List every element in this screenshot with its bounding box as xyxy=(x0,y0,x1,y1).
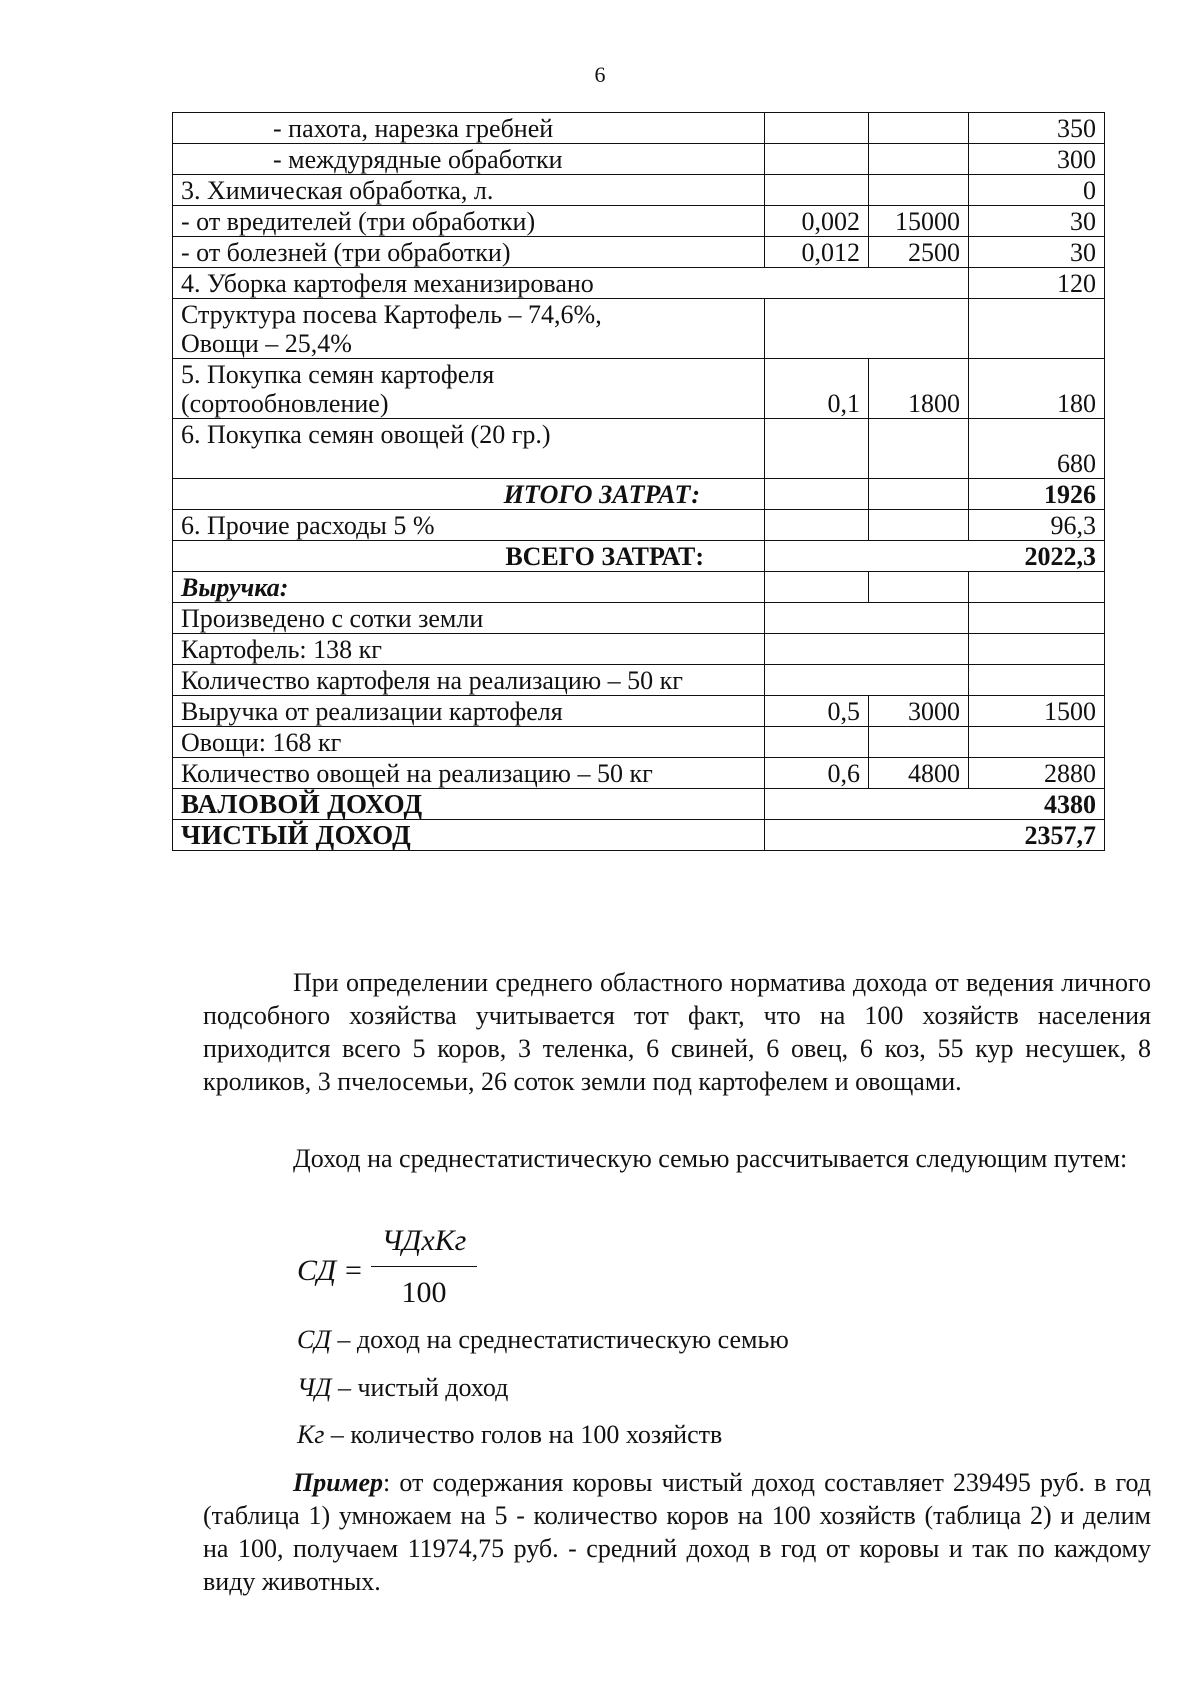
definition-symbol: СД xyxy=(297,1325,331,1354)
row-label: - пахота, нарезка гребней xyxy=(173,113,765,144)
row-label: ВАЛОВОЙ ДОХОД xyxy=(173,789,765,820)
price-cell xyxy=(869,113,969,144)
table-row xyxy=(173,572,1105,603)
rate-cell xyxy=(765,299,969,359)
fraction-bar xyxy=(371,1266,477,1267)
table-row xyxy=(173,820,1105,851)
rate-cell xyxy=(765,479,869,510)
amount-cell xyxy=(969,299,1105,359)
rate-cell: 0,002 xyxy=(765,206,869,237)
amount-cell: 350 xyxy=(969,113,1105,144)
amount-cell xyxy=(969,727,1105,758)
amount-cell: 0 xyxy=(969,175,1105,206)
definition-item xyxy=(297,1325,789,1355)
table-row xyxy=(173,696,1105,727)
paragraph-text: Доход на среднестатистическую семью рассчитывается следующим путем: xyxy=(293,1144,1128,1173)
table-row xyxy=(173,727,1105,758)
amount-cell xyxy=(969,603,1105,634)
definition-text: – доход на среднестатистическую семью xyxy=(330,1325,789,1354)
rate-cell xyxy=(765,419,869,479)
table-row xyxy=(173,758,1105,789)
amount-cell: 1926 xyxy=(969,479,1105,510)
table-row xyxy=(173,634,1105,665)
rate-cell xyxy=(765,510,869,541)
amount-cell xyxy=(969,572,1105,603)
row-label: Структура посева Картофель – 74,6%, Овощи – 25,4% xyxy=(173,299,765,359)
definition-symbol: ЧД xyxy=(297,1373,332,1402)
price-cell xyxy=(869,572,969,603)
table-row xyxy=(173,144,1105,175)
rate-cell xyxy=(765,144,869,175)
row-label: 3. Химическая обработка, л. xyxy=(173,175,765,206)
table-row xyxy=(173,419,1105,479)
rate-cell: 0,012 xyxy=(765,237,869,268)
amount-cell: 680 xyxy=(969,419,1105,479)
row-label: Картофель: 138 кг xyxy=(173,634,765,665)
rate-cell xyxy=(765,603,969,634)
table-row xyxy=(173,268,1105,299)
row-label: Выручка: xyxy=(173,572,765,603)
example-paragraph xyxy=(203,1466,1151,1598)
price-cell xyxy=(869,727,969,758)
table-row xyxy=(173,175,1105,206)
row-label: Овощи: 168 кг xyxy=(173,727,765,758)
income-norm-paragraph xyxy=(203,966,1151,1098)
formula-equals: = xyxy=(345,1254,362,1287)
amount-cell: 1500 xyxy=(969,696,1105,727)
row-label: Выручка от реализации картофеля xyxy=(173,696,765,727)
amount-cell: 30 xyxy=(969,206,1105,237)
amount-cell: 30 xyxy=(969,237,1105,268)
row-label: - междурядные обработки xyxy=(173,144,765,175)
price-cell: 15000 xyxy=(869,206,969,237)
row-label: - от вредителей (три обработки) xyxy=(173,206,765,237)
formula-lhs: СД xyxy=(297,1254,337,1287)
amount-cell: 2022,3 xyxy=(765,541,1105,572)
amount-cell: 300 xyxy=(969,144,1105,175)
rate-cell xyxy=(765,113,869,144)
price-cell: 2500 xyxy=(869,237,969,268)
amount-cell xyxy=(969,665,1105,696)
table-row xyxy=(173,541,1105,572)
table-row xyxy=(173,603,1105,634)
amount-cell: 2357,7 xyxy=(765,820,1105,851)
table-row xyxy=(173,359,1105,419)
table-row xyxy=(173,510,1105,541)
formula-numerator: ЧДхКг xyxy=(381,1224,467,1257)
example-text: : от содержания коровы чистый доход составляет 239495 руб. в год (таблица 1) умножаем на 5 - количество коров на 100 хозяйств (таблица 2) и делим на 100, получаем 11974,75 руб. - средний доход в год от коровы и так по каждому виду животных. xyxy=(203,1468,1151,1596)
table-row xyxy=(173,479,1105,510)
amount-cell xyxy=(969,634,1105,665)
definition-text: – чистый доход xyxy=(331,1373,509,1402)
table-row xyxy=(173,789,1105,820)
amount-cell: 2880 xyxy=(969,758,1105,789)
price-cell: 3000 xyxy=(869,696,969,727)
definition-item xyxy=(297,1373,508,1403)
table-row xyxy=(173,665,1105,696)
rate-cell xyxy=(765,665,969,696)
price-cell xyxy=(869,510,969,541)
example-label: Пример xyxy=(293,1468,384,1497)
amount-cell: 180 xyxy=(969,359,1105,419)
rate-cell: 0,5 xyxy=(765,696,869,727)
table-row xyxy=(173,299,1105,359)
row-label: 5. Покупка семян картофеля (сортообновление) xyxy=(173,359,765,419)
price-cell: 4800 xyxy=(869,758,969,789)
price-cell xyxy=(869,419,969,479)
row-label: Количество картофеля на реализацию – 50 кг xyxy=(173,665,765,696)
price-cell: 1800 xyxy=(869,359,969,419)
row-label: 6. Покупка семян овощей (20 гр.) xyxy=(173,419,765,479)
row-label: 6. Прочие расходы 5 % xyxy=(173,510,765,541)
definition-text: – количество голов на 100 хозяйств xyxy=(324,1420,723,1449)
price-cell xyxy=(869,144,969,175)
amount-cell: 4380 xyxy=(765,789,1105,820)
page-number: 6 xyxy=(594,62,606,87)
table-row xyxy=(173,113,1105,144)
table-row xyxy=(173,237,1105,268)
amount-cell: 120 xyxy=(969,268,1105,299)
row-label: ВСЕГО ЗАТРАТ: xyxy=(173,541,765,572)
row-label: - от болезней (три обработки) xyxy=(173,237,765,268)
row-label: Количество овощей на реализацию – 50 кг xyxy=(173,758,765,789)
rate-cell xyxy=(765,572,869,603)
row-label: 4. Уборка картофеля механизировано xyxy=(173,268,969,299)
definition-item xyxy=(297,1420,722,1450)
calculation-paragraph xyxy=(203,1142,1151,1175)
rate-cell: 0,6 xyxy=(765,758,869,789)
row-label: ИТОГО ЗАТРАТ: xyxy=(173,479,765,510)
formula-denominator: 100 xyxy=(401,1276,447,1309)
price-cell xyxy=(869,479,969,510)
amount-cell: 96,3 xyxy=(969,510,1105,541)
definition-symbol: Кг xyxy=(297,1420,325,1449)
row-label: ЧИСТЫЙ ДОХОД xyxy=(173,820,765,851)
rate-cell xyxy=(765,175,869,206)
table-row xyxy=(173,206,1105,237)
paragraph-text: При определении среднего областного норматива дохода от ведения личного подсобного хозяйства учитывается тот факт, что на 100 хозяйств населения приходится всего 5 коров, 3 теленка, 6 свиней, 6 овец, 6 коз, 55 кур несушек, 8 кроликов, 3 пчелосемьи, 26 соток земли под картофелем и овощами. xyxy=(203,968,1151,1096)
price-cell xyxy=(869,175,969,206)
rate-cell xyxy=(765,727,869,758)
income-formula xyxy=(297,1224,497,1324)
cost-table xyxy=(172,112,1105,851)
rate-cell xyxy=(765,634,969,665)
row-label: Произведено с сотки земли xyxy=(173,603,765,634)
rate-cell: 0,1 xyxy=(765,359,869,419)
